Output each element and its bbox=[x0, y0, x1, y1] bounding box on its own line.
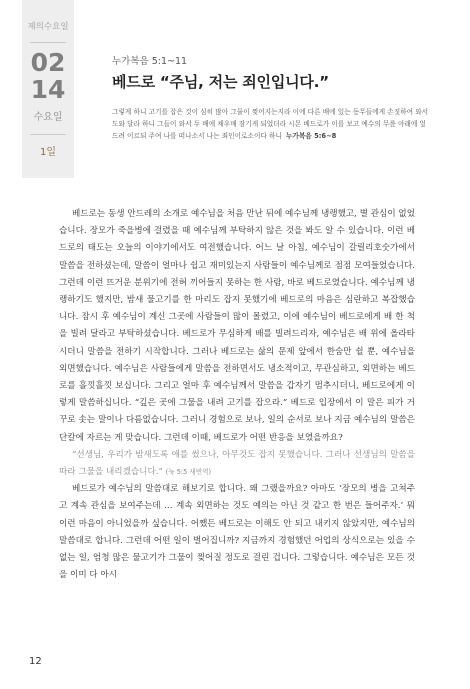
date-sidebar bbox=[22, 0, 74, 178]
citation-reference: (눅 5:5 새번역) bbox=[165, 468, 212, 477]
body-text bbox=[59, 206, 415, 584]
citation bbox=[59, 447, 415, 481]
divider bbox=[30, 134, 66, 135]
weekday-label: 수요일 bbox=[33, 112, 63, 123]
paragraph: 베드로가 예수님의 말씀대로 해보기로 합니다. 왜 그랬을까요? 아마도 ‘장모의 병을 고쳐주고 계속 관심을 보여주는데 … 계속 외면하는 것도 예의는 아닌 것 같고 한 번은 들어주자.’ 뭐 이런 마음이 아니었을까 싶습니다. 어쨌든 베드로는 이해도 안 되고 내키지 않았지만, 예수님의 말씀대로 합니다. 그런데 어떤 일이 벌어집니까? 지금까지 경험했던 어업의 상식으로는 있을 수 없는 일, 엄청 많은 물고기가 그물이 찢어질 정도로 걸린 겁니다. 그렇습니다. 예수님은 모든 것을 이미 다 아시 bbox=[59, 484, 415, 581]
page-header bbox=[112, 53, 329, 92]
citation-text: “선생님, 우리가 밤새도록 애를 썼으나, 아무것도 잡지 못했습니다. 그러나 선생님의 말씀을 따라 그물을 내리겠습니다.” bbox=[59, 449, 415, 478]
scripture-quote bbox=[112, 104, 430, 171]
week-label: 제의수요일 bbox=[27, 22, 69, 32]
day-label: 1일 bbox=[39, 147, 57, 158]
quote-reference: 누가복음 5:6~8 bbox=[285, 131, 337, 140]
page-number: 12 bbox=[29, 656, 42, 667]
paragraph: 베드로는 동생 안드레의 소개로 예수님을 처음 만난 뒤에 예수님께 냉랭했고, 별 관심이 없었습니다. 장모가 죽을병에 걸렸을 때 예수님께 부탁하지 않은 것을 봐도 알 수 있습니다. 이런 베드로의 태도는 오늘의 이야기에서도 여전했습니다. 어느 날 아침, 예수님이 갈릴리호숫가에서 말씀을 전하셨는데, 말씀이 얼마나 쉽고 재미있는지 사람들이 예수님께로 점점 모여들었습니다. 그런데 이런 뜨거운 분위기에 전혀 끼어들지 못하는 한 사람, 바로 베드로였습니다. 예수님께 냉랭하기도 했지만, 밤새 물고기를 한 마리도 잡지 못했기에 베드로의 마음은 심란하고 복잡했습니다. 잠시 후 예수님이 계신 그곳에 사람들이 많이 몰렸고, 이에 예수님이 베드로에게 배 한 척을 빌려 달라고 부탁하셨습니다. 베드로가 무심하게 배를 빌려드리자, 예수님은 배 위에 올라타시더니 말씀을 전하기 시작합니다. 그러나 베드로는 삶의 문제 앞에서 한숨만 쉴 뿐, 예수님을 외면했습니다. 예수님은 사람들에게 말씀을 전하면서도 냉소적이고, 무관심하고, 외면하는 베드로를 흘낏흘낏 보십니다. 그리고 얼마 후 예수님께서 말씀을 갑자기 멈추시더니, 베드로에게 이렇게 말씀하십니다. “깊은 곳에 그물을 내려 고기를 잡으라.” 베드로 입장에서 이 말은 피가 거꾸로 솟는 말이나 다름없습니다. 그러니 경험으로 보나, 일의 순서로 보나 지금 예수님의 말씀은 단칼에 자르는 게 맞습니다. 그런데 이때, 베드로가 어떤 반응을 보였을까요? bbox=[59, 209, 415, 443]
date-number: 14 bbox=[30, 75, 66, 104]
month-number: 02 bbox=[30, 48, 66, 77]
scripture-reference: 누가복음 5:1~11 bbox=[112, 56, 188, 67]
page-title: 베드로 “주님, 저는 죄인입니다.” bbox=[112, 73, 329, 91]
divider bbox=[30, 42, 66, 43]
quote-text: 그렇게 하니 고기를 잡은 것이 심히 많아 그물이 찢어지는지라 이에 다른 배에 있는 동무들에게 손짓하여 와서 도와 달라 하니 그들이 와서 두 배에 채우매 잠기게 되었더라 시몬 베드로가 이를 보고 예수의 무릎 아래에 엎드려 이르되 주여 나를 떠나소서 나는 죄인이로소이다 하니 bbox=[112, 108, 429, 140]
